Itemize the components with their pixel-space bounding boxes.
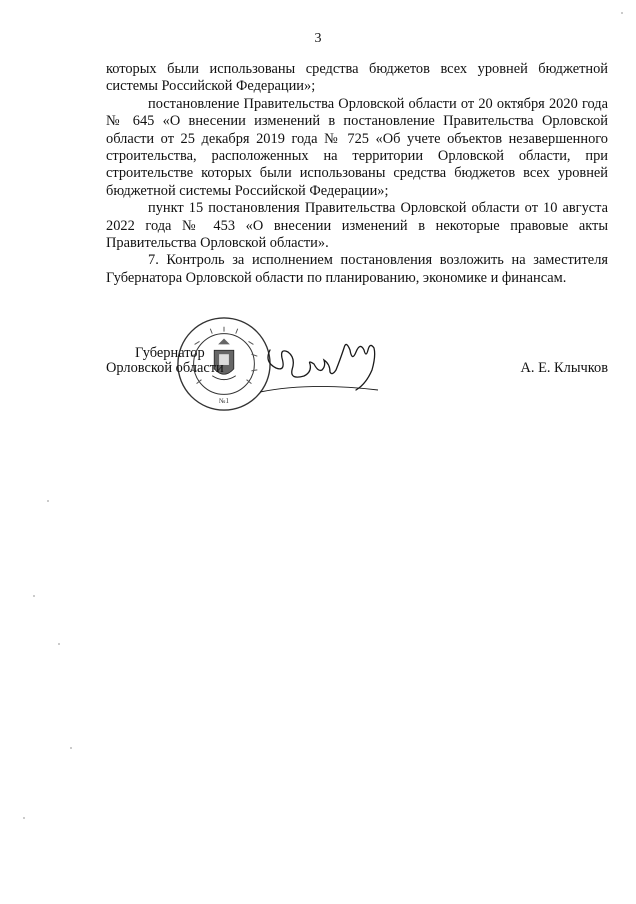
scan-speck bbox=[47, 500, 49, 502]
scan-speck bbox=[621, 12, 623, 14]
scan-speck bbox=[70, 747, 72, 749]
paragraph: 7. Контроль за исполнением постановления возложить на заместителя Губернатора Орловской области по планированию, экономике и финансам. bbox=[106, 252, 608, 286]
signatory-title-line2: Орловской области bbox=[106, 360, 224, 376]
seal-number: №1 bbox=[219, 398, 229, 406]
scan-speck bbox=[33, 595, 35, 597]
handwritten-signature bbox=[260, 320, 400, 400]
paragraph: пункт 15 постановления Правительства Орловской области от 10 августа 2022 года № 453 «О внесении изменений в некоторые правовые акты Правительства Орловской области». bbox=[106, 200, 608, 252]
document-body bbox=[106, 61, 608, 287]
paragraph: которых были использованы средства бюджетов всех уровней бюджетной системы Российской Федерации»; bbox=[106, 61, 608, 95]
page-number: 3 bbox=[314, 31, 322, 46]
signatory-title-line1: Губернатор bbox=[135, 345, 205, 361]
signature-block bbox=[0, 300, 636, 440]
scan-speck bbox=[58, 643, 60, 645]
paragraph: постановление Правительства Орловской области от 20 октября 2020 года № 645 «О внесении изменений в постановление Правительства Орловской области от 25 декабря 2019 года № 725 «Об учете объектов незавершенного строительства, расположенных на территории Орловской области, при строительстве которых были использованы средства бюджетов всех уровней бюджетной системы Российской Федерации»; bbox=[106, 95, 608, 199]
signatory-name: А. Е. Клычков bbox=[520, 360, 608, 376]
scan-speck bbox=[23, 817, 25, 819]
